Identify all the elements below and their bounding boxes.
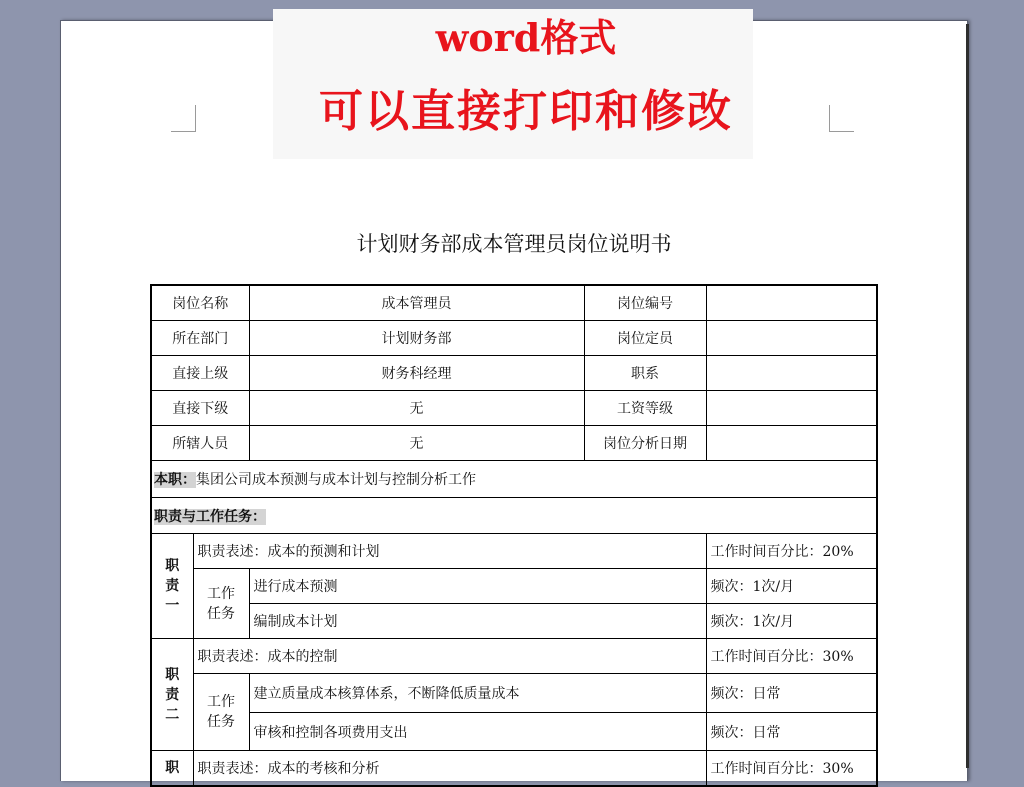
info-label: 岗位分析日期 (584, 426, 706, 461)
duty-statement-row (151, 534, 877, 569)
info-row (151, 426, 877, 461)
task-label: 工作 任务 (193, 674, 249, 751)
main-duty-cell[interactable] (151, 461, 877, 498)
info-value[interactable] (706, 356, 877, 391)
info-row (151, 391, 877, 426)
task-row (151, 713, 877, 751)
duty-label: 职 责 一 (151, 534, 193, 639)
duty-time-percentage[interactable]: 工作时间百分比：30% (706, 639, 877, 674)
info-value[interactable]: 计划财务部 (249, 321, 584, 356)
duty-label: 职 责 二 (151, 639, 193, 751)
info-label: 所在部门 (151, 321, 249, 356)
info-value[interactable]: 无 (249, 391, 584, 426)
document-title: 计划财务部成本管理员岗位说明书 (356, 232, 672, 256)
main-duty-text: 集团公司成本预测与成本计划与控制分析工作 (196, 472, 476, 488)
duty-statement[interactable]: 职责表述：成本的控制 (193, 639, 706, 674)
task-text[interactable]: 建立质量成本核算体系，不断降低质量成本 (249, 674, 706, 713)
job-description-table (150, 284, 878, 787)
main-duty-label: 本职： (154, 472, 196, 488)
task-frequency[interactable]: 频次：1次/月 (706, 569, 877, 604)
duty-time-percentage[interactable]: 工作时间百分比：30% (706, 751, 877, 786)
task-label: 工作 任务 (193, 569, 249, 639)
info-value[interactable]: 成本管理员 (249, 285, 584, 321)
info-value[interactable] (706, 426, 877, 461)
task-row (151, 604, 877, 639)
info-value[interactable] (706, 285, 877, 321)
watermark-banner (273, 9, 753, 159)
info-value[interactable]: 财务科经理 (249, 356, 584, 391)
document-page (60, 15, 968, 781)
duty-statement[interactable]: 职责表述：成本的考核和分析 (193, 751, 706, 786)
task-text[interactable]: 编制成本计划 (249, 604, 706, 639)
crop-mark-left (171, 105, 196, 132)
banner-line-1: word格式 (435, 15, 617, 60)
duty-statement-row (151, 639, 877, 674)
task-frequency[interactable]: 频次：1次/月 (706, 604, 877, 639)
page-shadow (966, 24, 969, 768)
info-label: 直接下级 (151, 391, 249, 426)
info-row (151, 356, 877, 391)
duties-header-row (151, 498, 877, 534)
info-label: 岗位编号 (584, 285, 706, 321)
info-label: 岗位定员 (584, 321, 706, 356)
task-row (151, 569, 877, 604)
task-row (151, 674, 877, 713)
task-frequency[interactable]: 频次：日常 (706, 713, 877, 751)
info-row (151, 321, 877, 356)
info-label: 所辖人员 (151, 426, 249, 461)
crop-mark-right (829, 105, 854, 132)
duties-header: 职责与工作任务： (154, 508, 266, 525)
task-text[interactable]: 进行成本预测 (249, 569, 706, 604)
duty-statement-row (151, 751, 877, 786)
info-value[interactable] (706, 391, 877, 426)
duty-statement[interactable]: 职责表述：成本的预测和计划 (193, 534, 706, 569)
info-row (151, 285, 877, 321)
main-duty-row (151, 461, 877, 498)
duties-header-cell (151, 498, 877, 534)
info-value[interactable] (706, 321, 877, 356)
info-label: 职系 (584, 356, 706, 391)
info-value[interactable]: 无 (249, 426, 584, 461)
task-text[interactable]: 审核和控制各项费用支出 (249, 713, 706, 751)
banner-line-2: 可以直接打印和修改 (319, 86, 733, 137)
duty-label: 职 (151, 751, 193, 786)
duty-time-percentage[interactable]: 工作时间百分比：20% (706, 534, 877, 569)
info-label: 直接上级 (151, 356, 249, 391)
task-frequency[interactable]: 频次：日常 (706, 674, 877, 713)
info-label: 工资等级 (584, 391, 706, 426)
info-label: 岗位名称 (151, 285, 249, 321)
